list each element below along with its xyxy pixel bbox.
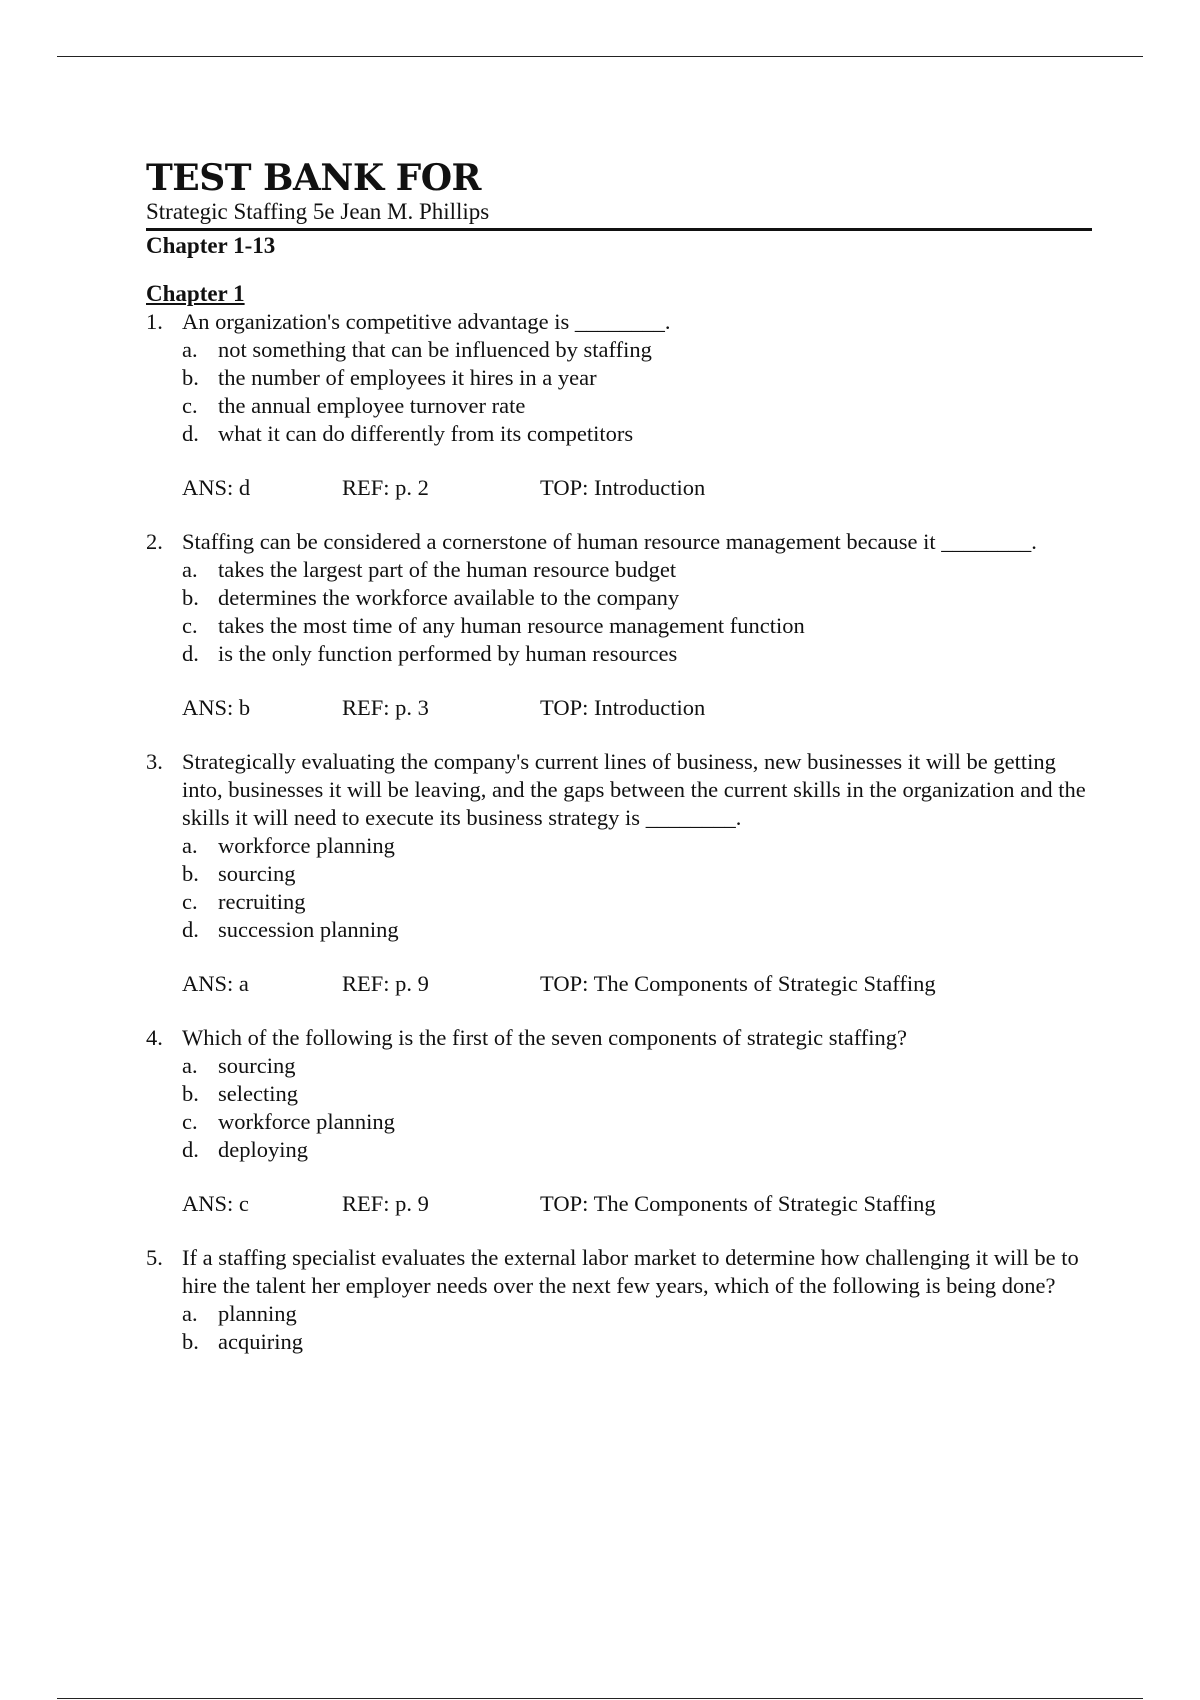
option-letter: b. bbox=[182, 365, 199, 390]
option-letter: c. bbox=[182, 393, 198, 418]
page-reference: REF: p. 3 bbox=[342, 695, 429, 720]
option-a bbox=[182, 336, 1092, 364]
option-b bbox=[182, 1328, 1092, 1356]
document-body bbox=[146, 158, 1092, 1356]
option-letter: c. bbox=[182, 889, 198, 914]
page-reference: REF: p. 9 bbox=[342, 1191, 429, 1216]
option-d bbox=[182, 640, 1092, 668]
question-1 bbox=[146, 308, 1092, 502]
page-reference: REF: p. 9 bbox=[342, 971, 429, 996]
chapter-heading: Chapter 1 bbox=[146, 281, 245, 306]
option-text: takes the largest part of the human resource budget bbox=[218, 557, 677, 582]
option-letter: d. bbox=[182, 1137, 199, 1162]
options-list bbox=[182, 556, 1092, 668]
question-number: 4. bbox=[146, 1025, 163, 1050]
option-c bbox=[182, 392, 1092, 420]
answer-row bbox=[182, 474, 1092, 502]
option-text: takes the most time of any human resource management function bbox=[218, 613, 805, 638]
answer-key: ANS: b bbox=[182, 695, 251, 720]
options-list bbox=[182, 1300, 1092, 1356]
option-text: deploying bbox=[218, 1137, 308, 1162]
option-d bbox=[182, 1136, 1092, 1164]
option-c bbox=[182, 612, 1092, 640]
option-a bbox=[182, 1300, 1092, 1328]
option-text: not something that can be influenced by staffing bbox=[218, 337, 652, 362]
option-a bbox=[182, 1052, 1092, 1080]
option-letter: a. bbox=[182, 337, 198, 362]
option-letter: c. bbox=[182, 613, 198, 638]
option-letter: b. bbox=[182, 861, 199, 886]
option-letter: b. bbox=[182, 1329, 199, 1354]
option-c bbox=[182, 888, 1092, 916]
topic: TOP: The Components of Strategic Staffing bbox=[540, 971, 936, 996]
option-letter: b. bbox=[182, 1081, 199, 1106]
option-text: the number of employees it hires in a year bbox=[218, 365, 597, 390]
answer-key: ANS: c bbox=[182, 1191, 249, 1216]
question-5 bbox=[146, 1244, 1092, 1356]
question-text: An organization's competitive advantage is ________. bbox=[182, 309, 671, 334]
topic: TOP: The Components of Strategic Staffing bbox=[540, 1191, 936, 1216]
option-letter: d. bbox=[182, 641, 199, 666]
question-3 bbox=[146, 748, 1092, 998]
option-b bbox=[182, 1080, 1092, 1108]
question-text: Staffing can be considered a cornerstone of human resource management because it ________. bbox=[182, 529, 1037, 554]
topic: TOP: Introduction bbox=[540, 475, 706, 500]
option-text: workforce planning bbox=[218, 1109, 395, 1134]
title-divider bbox=[146, 228, 1092, 231]
option-text: sourcing bbox=[218, 861, 296, 886]
option-b bbox=[182, 860, 1092, 888]
option-letter: d. bbox=[182, 421, 199, 446]
option-c bbox=[182, 1108, 1092, 1136]
question-2 bbox=[146, 528, 1092, 722]
option-text: sourcing bbox=[218, 1053, 296, 1078]
document-title: TEST BANK FOR bbox=[146, 157, 481, 199]
option-text: the annual employee turnover rate bbox=[218, 393, 526, 418]
page-reference: REF: p. 2 bbox=[342, 475, 429, 500]
chapter-range: Chapter 1-13 bbox=[146, 233, 276, 258]
topic: TOP: Introduction bbox=[540, 695, 706, 720]
option-letter: a. bbox=[182, 557, 198, 582]
option-text: recruiting bbox=[218, 889, 306, 914]
question-text: Strategically evaluating the company's current lines of business, new businesses it will be getting into, businesses it will be leaving, and the gaps between the current skills in the organization and the skills it will need to execute its business strategy is ________. bbox=[182, 749, 1086, 830]
option-text: is the only function performed by human resources bbox=[218, 641, 678, 666]
option-text: succession planning bbox=[218, 917, 399, 942]
question-number: 2. bbox=[146, 529, 163, 554]
question-number: 5. bbox=[146, 1245, 163, 1270]
option-letter: a. bbox=[182, 1053, 198, 1078]
option-letter: b. bbox=[182, 585, 199, 610]
answer-row bbox=[182, 970, 1092, 998]
option-b bbox=[182, 584, 1092, 612]
option-letter: d. bbox=[182, 917, 199, 942]
option-text: workforce planning bbox=[218, 833, 395, 858]
option-letter: c. bbox=[182, 1109, 198, 1134]
answer-key: ANS: a bbox=[182, 971, 249, 996]
bottom-page-rule bbox=[57, 1698, 1143, 1699]
option-text: acquiring bbox=[218, 1329, 303, 1354]
question-number: 3. bbox=[146, 749, 163, 774]
question-number: 1. bbox=[146, 309, 163, 334]
document-subtitle: Strategic Staffing 5e Jean M. Phillips bbox=[146, 199, 490, 224]
option-text: determines the workforce available to the company bbox=[218, 585, 680, 610]
answer-row bbox=[182, 1190, 1092, 1218]
option-d bbox=[182, 916, 1092, 944]
option-letter: a. bbox=[182, 1301, 198, 1326]
option-text: what it can do differently from its competitors bbox=[218, 421, 634, 446]
options-list bbox=[182, 1052, 1092, 1164]
question-4 bbox=[146, 1024, 1092, 1218]
option-text: selecting bbox=[218, 1081, 298, 1106]
option-a bbox=[182, 832, 1092, 860]
option-d bbox=[182, 420, 1092, 448]
options-list bbox=[182, 336, 1092, 448]
top-page-rule bbox=[57, 56, 1143, 57]
answer-row bbox=[182, 694, 1092, 722]
option-text: planning bbox=[218, 1301, 297, 1326]
option-a bbox=[182, 556, 1092, 584]
option-b bbox=[182, 364, 1092, 392]
option-letter: a. bbox=[182, 833, 198, 858]
answer-key: ANS: d bbox=[182, 475, 251, 500]
options-list bbox=[182, 832, 1092, 944]
question-text: If a staffing specialist evaluates the external labor market to determine how challenging it will be to hire the talent her employer needs over the next few years, which of the following is being done? bbox=[182, 1245, 1079, 1298]
question-text: Which of the following is the first of the seven components of strategic staffing? bbox=[182, 1025, 908, 1050]
